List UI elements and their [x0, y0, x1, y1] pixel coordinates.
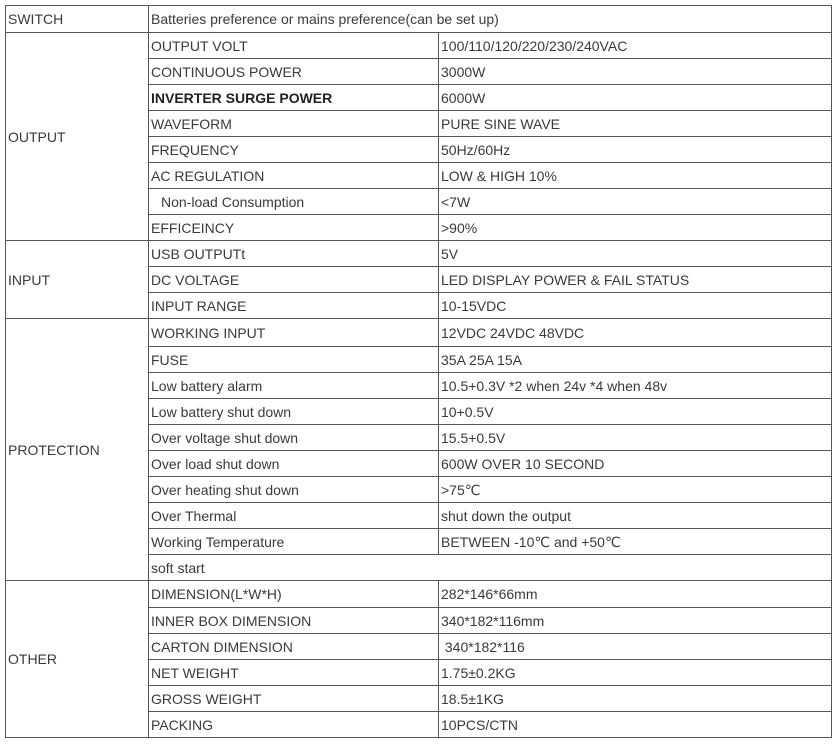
spec-value: 12VDC 24VDC 48VDC: [439, 319, 832, 347]
spec-name: Over heating shut down: [149, 477, 439, 503]
spec-value: 6000W: [439, 85, 832, 111]
spec-row: [6, 33, 832, 59]
switch-row: [6, 6, 832, 33]
spec-value: 1.75±0.2KG: [439, 660, 832, 686]
spec-name: Over Thermal: [149, 503, 439, 529]
spec-value: 50Hz/60Hz: [439, 137, 832, 163]
spec-name: Non-load Consumption: [149, 189, 439, 215]
spec-value: 18.5±1KG: [439, 686, 832, 712]
spec-name: Low battery shut down: [149, 399, 439, 425]
spec-name: Working Temperature: [149, 529, 439, 555]
spec-table-frame: [5, 5, 831, 744]
spec-value: <7W: [439, 189, 832, 215]
spec-value: BETWEEN -10℃ and +50℃: [439, 529, 832, 555]
spec-row: [6, 319, 832, 347]
spec-value: 5V: [439, 241, 832, 267]
section-label-other: OTHER: [6, 581, 149, 738]
spec-value: LOW & HIGH 10%: [439, 163, 832, 189]
switch-label: SWITCH: [6, 6, 149, 33]
spec-value: 35A 25A 15A: [439, 347, 832, 373]
spec-row: [6, 241, 832, 267]
spec-row: [6, 581, 832, 608]
spec-name: DC VOLTAGE: [149, 267, 439, 293]
spec-value: 10+0.5V: [439, 399, 832, 425]
spec-name: NET WEIGHT: [149, 660, 439, 686]
spec-name: soft start: [149, 555, 832, 581]
section-label-input: INPUT: [6, 241, 149, 319]
spec-value: >75℃: [439, 477, 832, 503]
spec-name: INNER BOX DIMENSION: [149, 608, 439, 634]
spec-name: INVERTER SURGE POWER: [149, 85, 439, 111]
spec-name: CONTINUOUS POWER: [149, 59, 439, 85]
spec-name: DIMENSION(L*W*H): [149, 581, 439, 608]
spec-name: USB OUTPUTt: [149, 241, 439, 267]
spec-value: PURE SINE WAVE: [439, 111, 832, 137]
spec-name: WAVEFORM: [149, 111, 439, 137]
spec-value: 10PCS/CTN: [439, 712, 832, 738]
spec-name: AC REGULATION: [149, 163, 439, 189]
section-label-output: OUTPUT: [6, 33, 149, 241]
spec-name: INPUT RANGE: [149, 293, 439, 319]
spec-name: GROSS WEIGHT: [149, 686, 439, 712]
spec-value: 340*182*116mm: [439, 608, 832, 634]
spec-name: FREQUENCY: [149, 137, 439, 163]
spec-value: 340*182*116: [439, 634, 832, 660]
spec-name: EFFICEINCY: [149, 215, 439, 241]
spec-value: 15.5+0.5V: [439, 425, 832, 451]
spec-value: 3000W: [439, 59, 832, 85]
spec-value: 282*146*66mm: [439, 581, 832, 608]
spec-name: Over load shut down: [149, 451, 439, 477]
spec-value: 600W OVER 10 SECOND: [439, 451, 832, 477]
spec-value: shut down the output: [439, 503, 832, 529]
spec-value: >90%: [439, 215, 832, 241]
spec-name: FUSE: [149, 347, 439, 373]
spec-value: 10.5+0.3V *2 when 24v *4 when 48v: [439, 373, 832, 399]
spec-name: Low battery alarm: [149, 373, 439, 399]
spec-name: OUTPUT VOLT: [149, 33, 439, 59]
spec-value: LED DISPLAY POWER & FAIL STATUS: [439, 267, 832, 293]
section-label-protection: PROTECTION: [6, 319, 149, 581]
spec-name: WORKING INPUT: [149, 319, 439, 347]
spec-value: 10-15VDC: [439, 293, 832, 319]
spec-table: [5, 5, 832, 738]
spec-value: 100/110/120/220/230/240VAC: [439, 33, 832, 59]
spec-name: Over voltage shut down: [149, 425, 439, 451]
spec-name: CARTON DIMENSION: [149, 634, 439, 660]
spec-name: PACKING: [149, 712, 439, 738]
switch-value: Batteries preference or mains preference(can be set up): [149, 6, 832, 33]
